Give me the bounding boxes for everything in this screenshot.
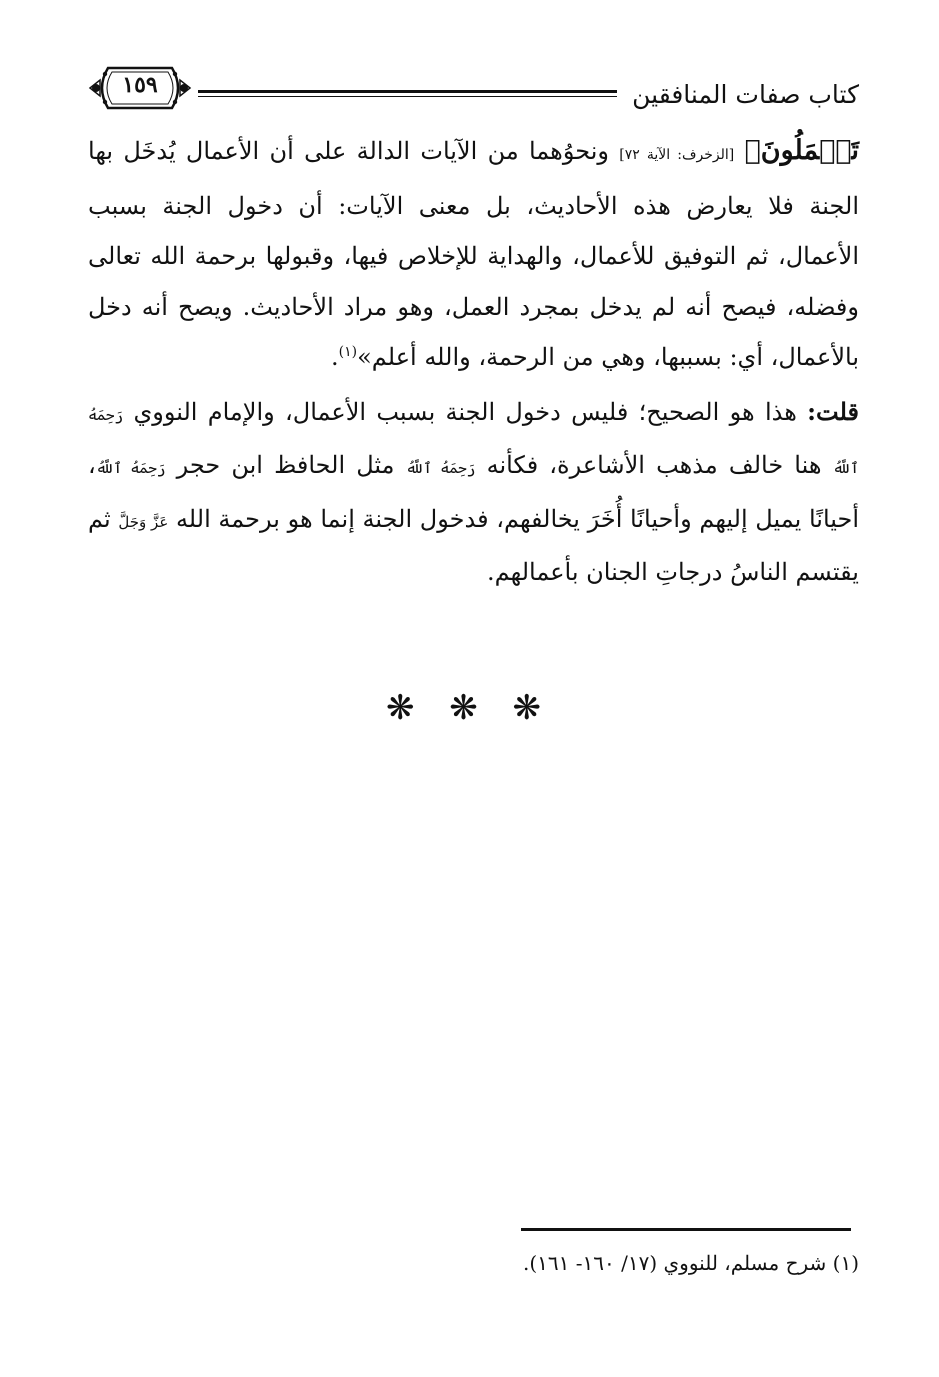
- paragraph-2-text-3: مثل الحافظ ابن حجر: [165, 451, 406, 479]
- paragraph-2-text-4: ، أحيانًا يميل إليهم وأحيانًا أُخَرَ يخالفهم، فدخول الجنة إنما هو برحمة الله: [88, 451, 860, 533]
- honorific-2: رَحِمَهُ ٱللَّهُ: [405, 459, 476, 477]
- page-number: ١٥٩: [122, 72, 158, 98]
- paragraph-1: [88, 126, 859, 383]
- honorific-1: رَحِمَهُ ٱللَّهُ: [88, 405, 859, 477]
- honorific-3: رَحِمَهُ ٱللَّهُ: [95, 459, 166, 477]
- footnote-marker: (١): [338, 344, 358, 360]
- honorific-4: عَزَّ وَجَلَّ: [118, 512, 169, 531]
- quran-word: تَعۡمَلُونَ: [760, 135, 859, 166]
- paragraph-2-text-1: هذا هو الصحيح؛ فليس دخول الجنة بسبب الأعمال، والإمام النووي: [123, 397, 808, 426]
- paragraph-1-end: .: [330, 343, 339, 371]
- paragraph-2: [88, 387, 859, 598]
- header-rule-thin: [198, 96, 617, 97]
- paragraph-2-text-2: هنا خالف مذهب الأشاعرة، فكأنه: [475, 451, 833, 479]
- footnote-rule: [521, 1228, 851, 1231]
- paragraph-2-lead: قلت:: [807, 396, 859, 426]
- running-title: كتاب صفات المنافقين: [632, 80, 859, 109]
- quran-reference: [الزخرف: الآية ٧٢]: [619, 147, 735, 163]
- section-separator: ❋ ❋ ❋: [385, 688, 554, 728]
- paragraph-1-text: ونحوُهما من الآيات الدالة على أن الأعمال يُدخَل بها الجنة فلا يعارض هذه الأحاديث، بل معنى الآيات: أن دخول الجنة بسبب الأعمال، ثم التوفيق للأعمال، والهداية للإخلاص فيها، وقبولها برحمة الله تعالى وفضله، فيصح أنه لم يدخل بمجرد العمل، وهو مراد الأحاديث. ويصح أنه دخل بالأعمال، أي: بسببها، وهي من الرحمة، والله أعلم»: [88, 137, 859, 371]
- page-header: [88, 58, 859, 118]
- paragraph-2-text-5: ثم يقتسم الناسُ درجاتِ الجنان بأعمالهم.: [88, 504, 859, 586]
- header-rule: [198, 90, 617, 93]
- main-text: [88, 126, 859, 598]
- ayah-end-bracket: ﴾: [744, 135, 761, 166]
- footnote: (١) شرح مسلم، للنووي (١٧/ ١٦٠- ١٦١).: [523, 1251, 859, 1275]
